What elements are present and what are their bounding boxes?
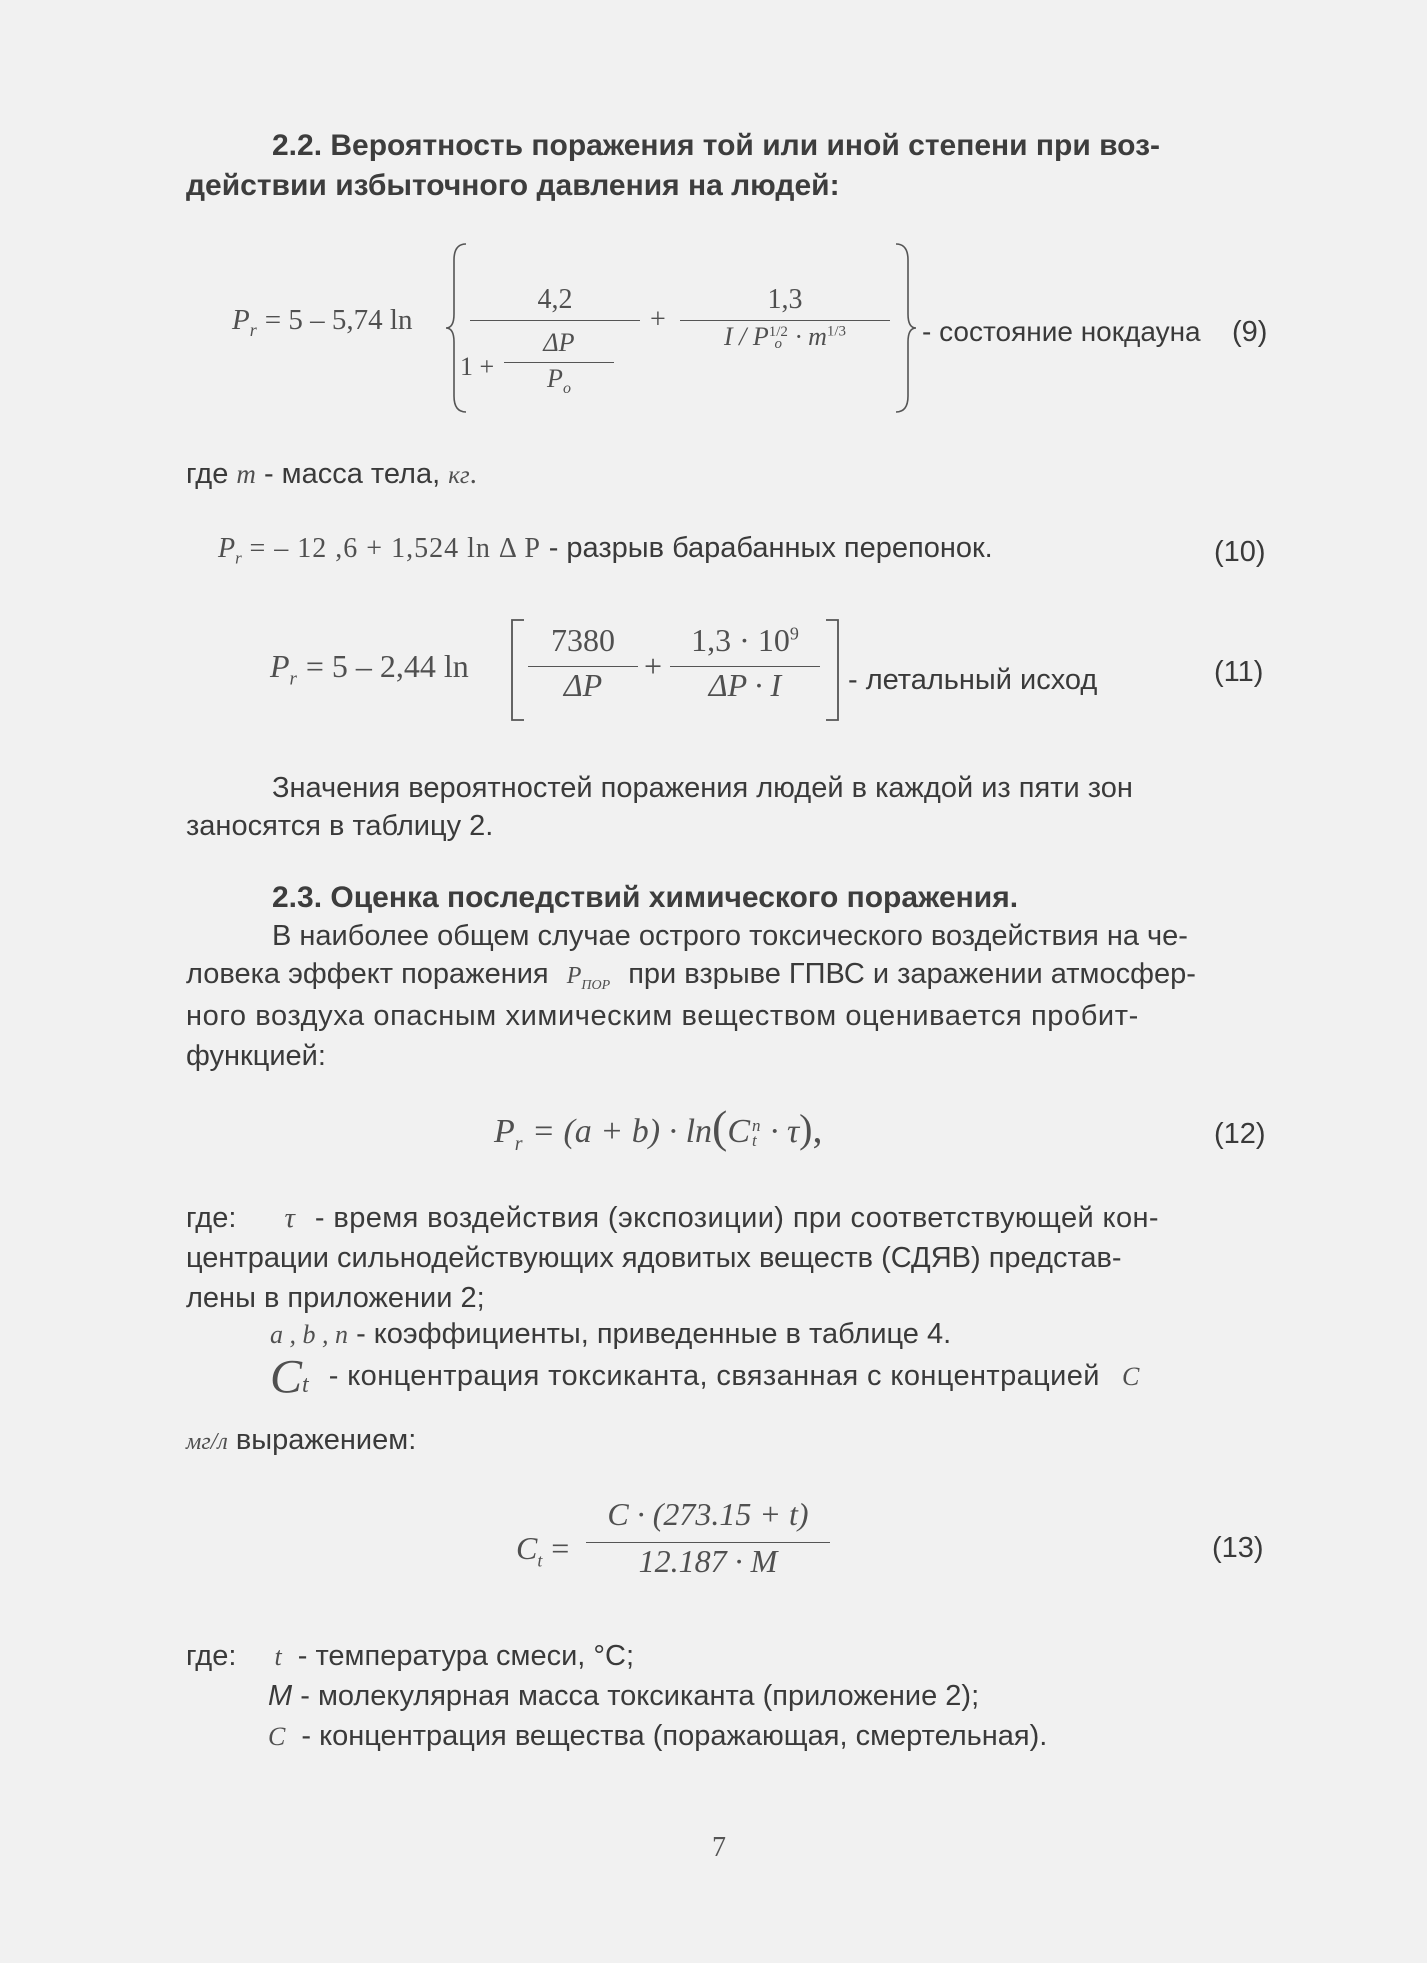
formula-13-lhs-sub: t — [537, 1550, 543, 1571]
formula-9-frac2-den-b: · m — [795, 322, 827, 351]
formula-10-lhs-sub: r — [235, 548, 242, 568]
where-c-var: C — [268, 1722, 286, 1751]
formula-12-c-sub: t — [752, 1131, 757, 1151]
formula-9-left-brace — [444, 240, 470, 416]
formula-11-frac1-num: 7380 — [551, 622, 615, 658]
formula-11-frac2-num: 1,3 · 10 — [691, 622, 790, 658]
para-values-line1: Значения вероятностей поражения людей в каждой из пяти зон — [272, 772, 1133, 804]
formula-13-num: C · (273.15 + t) — [607, 1496, 809, 1532]
formula-9-eq: = 5 – 5,74 ln — [264, 304, 413, 336]
section-2-3-line1: В наиболее общем случае острого токсического воздействия на че- — [272, 920, 1188, 952]
formula-9-right-brace — [892, 240, 918, 416]
formula-9-inner-den-sub: o — [562, 380, 571, 398]
formula-9-lhs-sub: r — [249, 319, 257, 340]
where-c-line — [268, 1716, 1047, 1757]
formula-9-frac2-den-b-sup: 1/3 — [826, 323, 847, 340]
formula-11-frac1 — [528, 622, 638, 704]
formula-9-inner-num: ΔP — [543, 328, 575, 357]
section-2-3-ppor-var: P — [566, 963, 582, 989]
formula-9-description: - состояние нокдауна — [922, 316, 1201, 347]
ct-definition-line1 — [270, 1350, 1270, 1405]
where-c-text: - концентрация вещества (поражающая, смертельная). — [301, 1720, 1048, 1752]
coefficients-text: - коэффициенты, приведенные в таблице 4. — [356, 1318, 952, 1350]
where-tau-line1 — [186, 1198, 1272, 1238]
where-tau-text3: лены в приложении 2; — [186, 1282, 485, 1314]
formula-10-lhs: P — [218, 533, 236, 564]
where-m-prefix: где — [186, 458, 229, 490]
formula-12-rhs-a: = (a + b) · ln — [532, 1113, 713, 1150]
formula-9-frac1-den-prefix: 1 + — [460, 352, 495, 381]
ct-text: - концентрация токсиканта, связанная с концентрацией — [328, 1360, 1100, 1392]
ct-c-var: C — [1121, 1362, 1140, 1391]
where-molar-var: M — [268, 1680, 293, 1712]
formula-13-frac — [586, 1496, 830, 1580]
formula-13-lhs: C — [516, 1530, 538, 1566]
formula-9-frac2-num: 1,3 — [767, 284, 803, 315]
formula-13-eq: = — [551, 1530, 570, 1566]
formula-13-den: 12.187 · M — [638, 1543, 778, 1579]
coefficients-line — [270, 1314, 951, 1355]
ct-text2: выражением: — [235, 1424, 417, 1456]
formula-11-plus: + — [644, 648, 663, 684]
equation-number-9: (9) — [1232, 316, 1268, 348]
formula-12-c: C — [727, 1113, 751, 1150]
formula-9-frac2 — [680, 284, 890, 352]
section-2-2-heading-line1: 2.2. Вероятность поражения той или иной степени при воз- — [272, 129, 1161, 162]
formula-11-frac2 — [670, 622, 820, 704]
formula-11-frac1-den: ΔP — [563, 667, 603, 703]
formula-12: $P_r = (a + b) \cdot \ln(C$ n t · τ), — [494, 1101, 823, 1155]
where-tau-var: τ — [284, 1202, 295, 1234]
where-tau-text1: - время воздействия (экспозиции) при соответствующей кон- — [314, 1202, 1159, 1234]
page-number: 7 — [712, 1832, 726, 1863]
formula-9-lhs: P — [232, 304, 250, 336]
ct-definition-line2 — [186, 1420, 416, 1462]
equation-number-10: (10) — [1214, 536, 1266, 568]
ct-unit: мг/л — [186, 1429, 228, 1455]
formula-10-rhs: = – 12 ,6 + 1,524 ln Δ P — [249, 533, 541, 564]
formula-9-inner-frac — [504, 328, 614, 397]
where-tau-text2: центрации сильнодействующих ядовитых веществ (СДЯВ) представ- — [186, 1242, 1122, 1274]
formula-13 — [516, 1496, 836, 1606]
formula-9-frac2-den-a-sub: o — [774, 336, 783, 353]
section-2-3-line2-a: ловека эффект поражения — [186, 958, 549, 990]
section-2-3-line4: функцией: — [186, 1040, 326, 1072]
formula-9-plus: + — [650, 304, 666, 335]
equation-number-13: (13) — [1212, 1532, 1264, 1564]
ct-var-sub: t — [302, 1371, 309, 1398]
section-2-3-heading: 2.3. Оценка последствий химического поражения. — [272, 881, 1019, 914]
formula-9-frac2-den-a-sup: 1/2 — [768, 324, 788, 341]
where-m-line — [186, 454, 477, 496]
where-m-text: - масса тела, — [263, 458, 441, 490]
formula-11-lhs: P — [270, 648, 290, 684]
formula-11-description: - летальный исход — [848, 664, 1098, 696]
formula-11-eq: = 5 – 2,44 ln — [305, 648, 469, 684]
where-m-molar-line — [268, 1676, 979, 1716]
formula-12-tau: · τ — [769, 1113, 800, 1150]
formula-10 — [218, 532, 993, 569]
section-2-3-line2-b: при взрыве ГПВС и заражении атмосфер- — [628, 958, 1196, 990]
equation-number-11: (11) — [1214, 656, 1264, 688]
formula-11-left-bracket — [508, 618, 528, 722]
equation-number-12: (12) — [1214, 1118, 1266, 1150]
para-values-line2: заносятся в таблицу 2. — [186, 810, 494, 842]
formula-11 — [270, 618, 1170, 728]
ct-var: C — [270, 1350, 303, 1404]
where-t-text: - температура смеси, °C; — [297, 1640, 635, 1672]
formula-12-c-sup: n — [752, 1116, 761, 1136]
formula-12-lhs: P — [494, 1113, 515, 1150]
formula-9-frac2-den-a: I / P — [723, 322, 769, 351]
where-t-line — [186, 1636, 634, 1677]
section-2-2-heading-line2: действии избыточного давления на людей: — [186, 169, 840, 202]
where-m-unit: кг — [448, 462, 470, 489]
formula-11-right-bracket — [822, 618, 842, 722]
where-tau-prefix: где: — [186, 1202, 237, 1234]
section-2-3-ppor-sub: ПОР — [581, 977, 611, 993]
formula-12-lhs-sub: r — [514, 1132, 523, 1155]
formula-10-description: - разрыв барабанных перепонок. — [548, 532, 993, 564]
formula-11-lhs-sub: r — [289, 668, 297, 690]
where-t-var: t — [274, 1642, 282, 1671]
formula-11-frac2-den: ΔP · I — [708, 667, 782, 703]
section-2-3-line3: ного воздуха опасным химическим веществом оценивается пробит- — [186, 1000, 1139, 1032]
formula-12-tail: ), — [799, 1106, 823, 1151]
where-t-prefix: где: — [186, 1640, 237, 1672]
formula-9-frac1-num: 4,2 — [537, 284, 573, 315]
coefficients-vars: a , b , n — [270, 1320, 348, 1349]
formula-9-frac1 — [470, 284, 640, 321]
formula-9-inner-den: P — [547, 364, 563, 393]
formula-11-frac2-num-sup: 9 — [789, 623, 799, 644]
where-m-dot: . — [469, 458, 477, 490]
formula-9 — [232, 240, 1282, 416]
where-molar-text: - молекулярная масса токсиканта (приложение 2); — [300, 1680, 980, 1712]
where-m-var: m — [236, 459, 256, 489]
